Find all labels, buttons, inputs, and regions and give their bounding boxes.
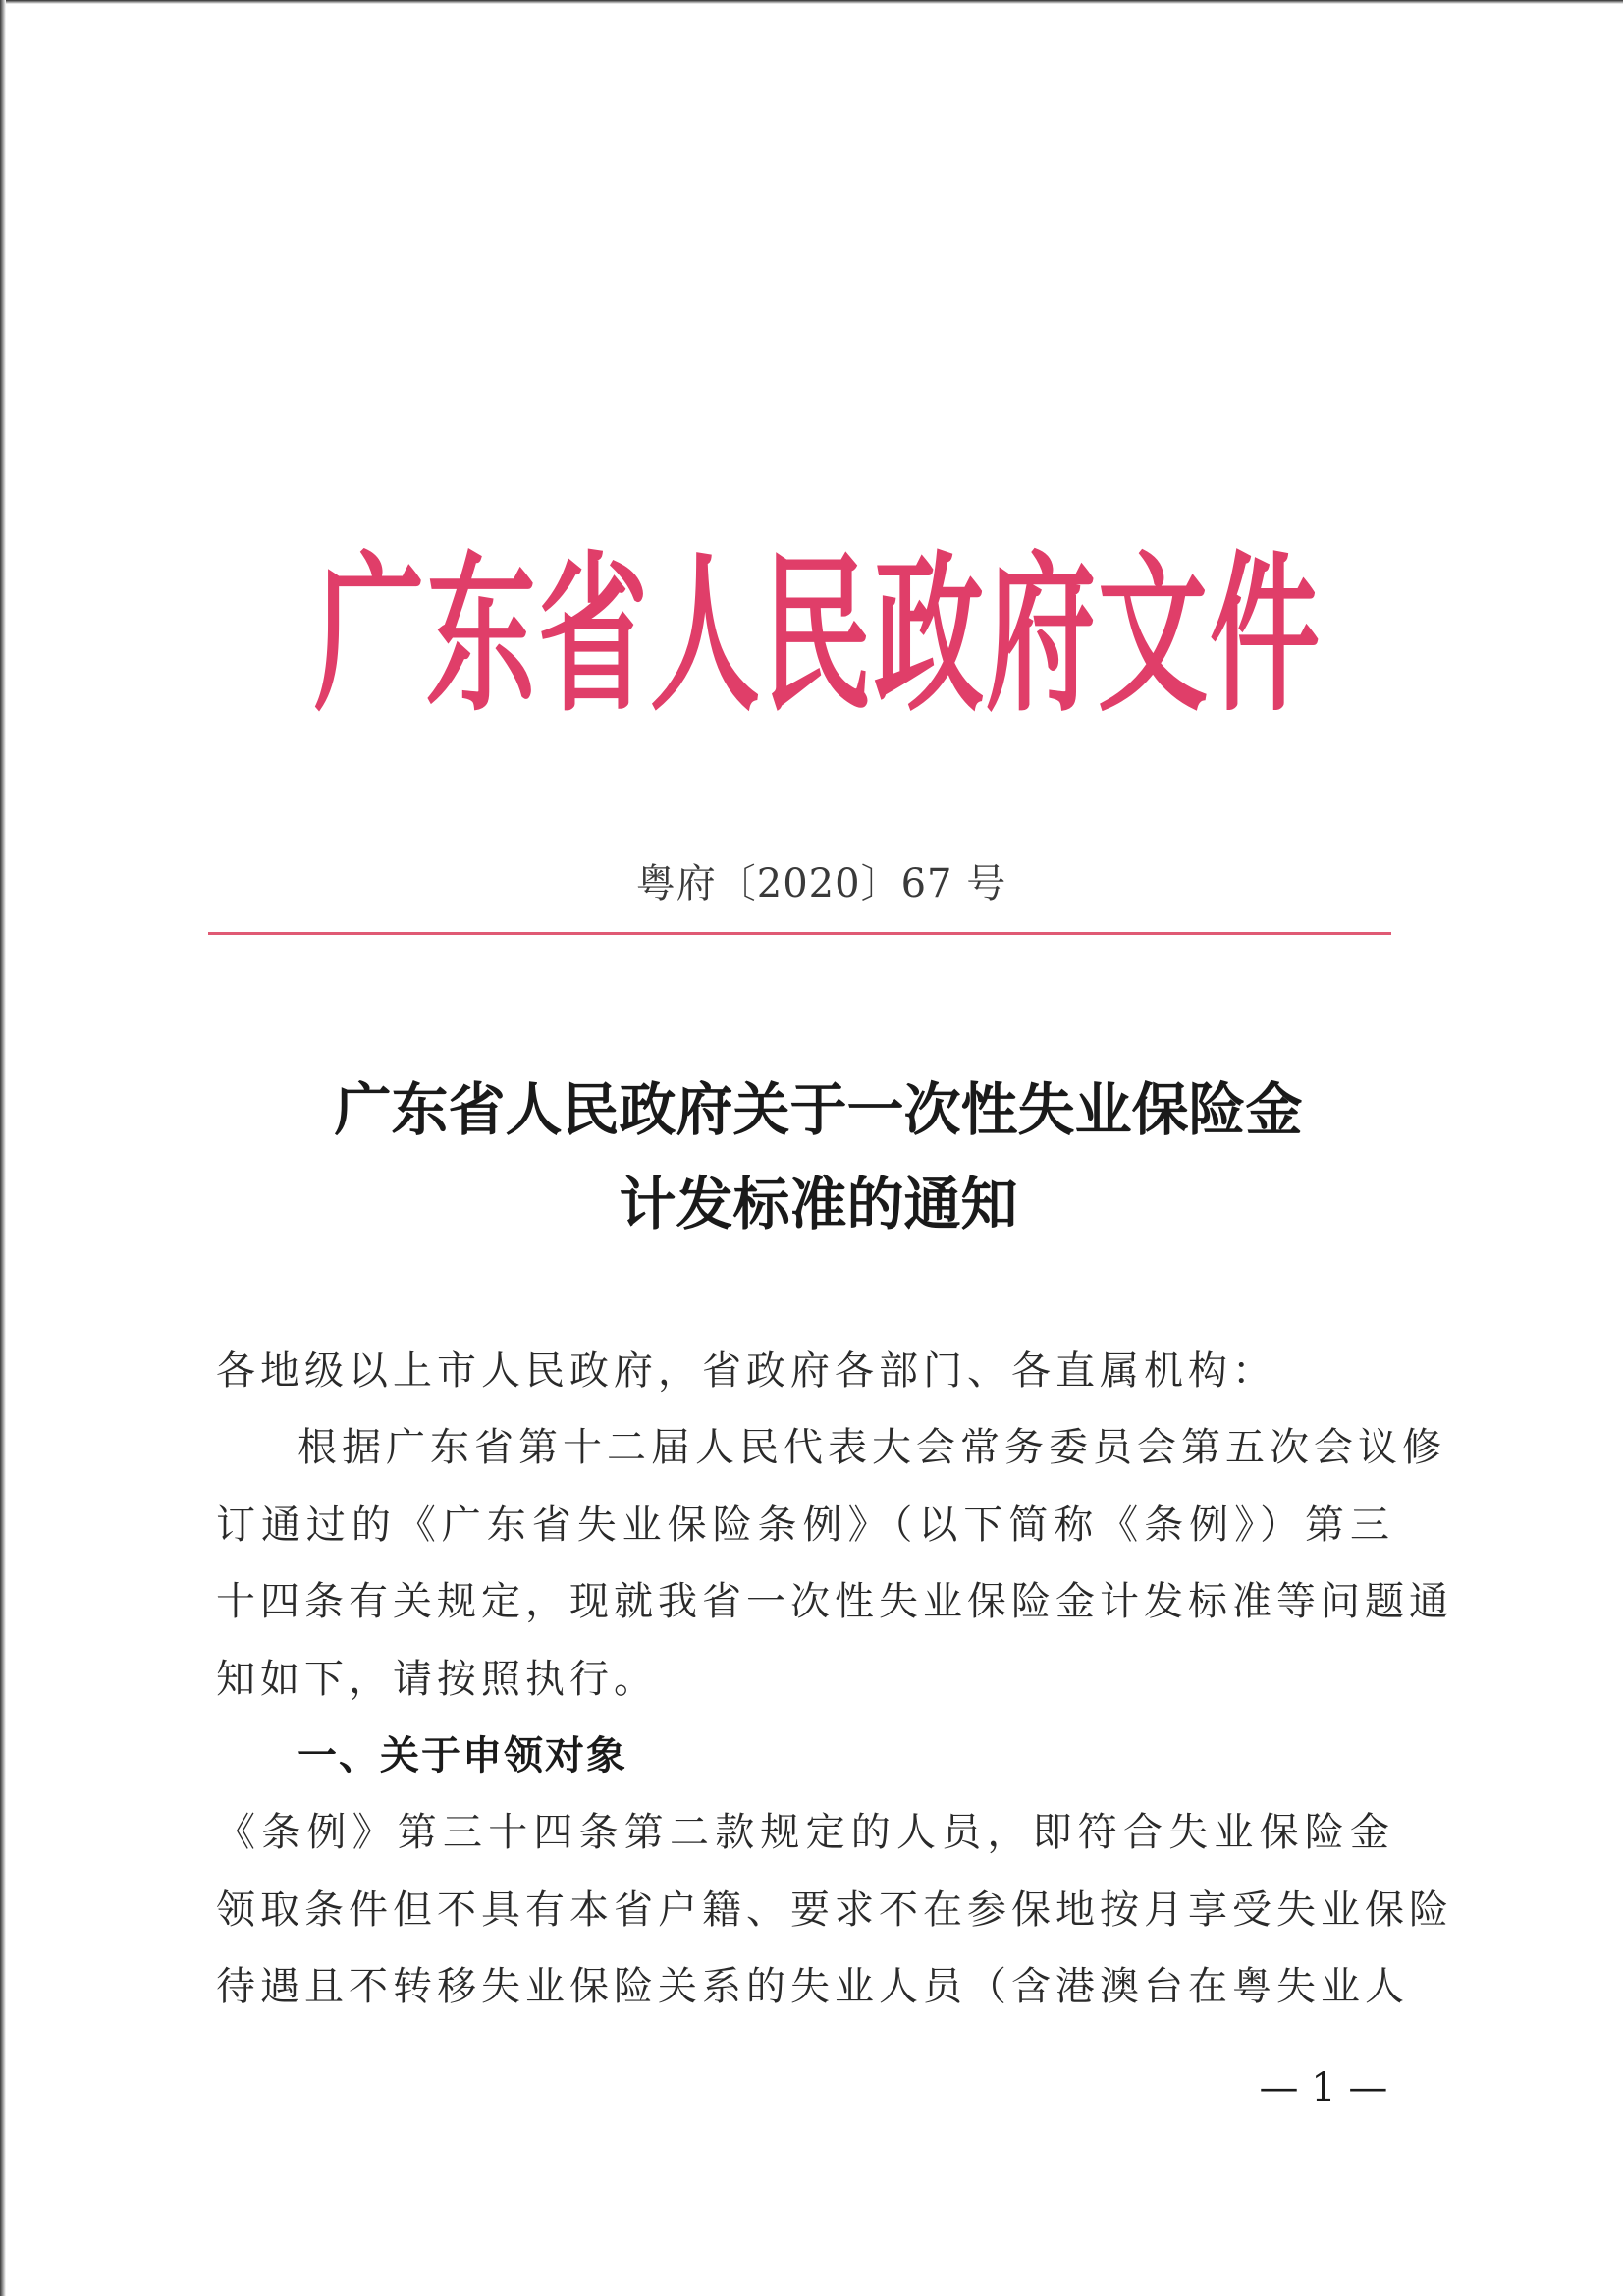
red-separator-line bbox=[208, 932, 1391, 935]
document-title-line-2: 计发标准的通知 bbox=[619, 1171, 1018, 1237]
page-number: — 1 — bbox=[1259, 2065, 1388, 2110]
paragraph-1-line-1: 根据广东省第十二届人民代表大会常务委员会第五次会议修 bbox=[298, 1425, 1446, 1470]
document-number: 粤府〔2020〕67 号 bbox=[635, 861, 1007, 906]
paragraph-2-line-1: 《条例》第三十四条第二款规定的人员，即符合失业保险金 bbox=[216, 1810, 1394, 1855]
section-1-heading: 一、关于申领对象 bbox=[298, 1733, 627, 1778]
paragraph-1-line-4: 知如下，请按照执行。 bbox=[216, 1657, 658, 1702]
paragraph-1-line-3: 十四条有关规定，现就我省一次性失业保险金计发标准等问题通 bbox=[216, 1579, 1453, 1624]
paragraph-2-line-2: 领取条件但不具有本省户籍、要求不在参保地按月享受失业保险 bbox=[216, 1887, 1453, 1933]
red-header-title: 广东省人民政府文件 bbox=[314, 537, 1322, 736]
document-title-line-1: 广东省人民政府关于一次性失业保险金 bbox=[334, 1076, 1303, 1143]
addressee-line: 各地级以上市人民政府，省政府各部门、各直属机构： bbox=[216, 1348, 1276, 1394]
paragraph-2-line-3: 待遇且不转移失业保险关系的失业人员（含港澳台在粤失业人 bbox=[216, 1964, 1409, 2009]
paragraph-1-line-2: 订通过的《广东省失业保险条例》（以下简称《条例》）第三 bbox=[216, 1503, 1394, 1548]
scan-edge-top bbox=[0, 0, 1623, 4]
